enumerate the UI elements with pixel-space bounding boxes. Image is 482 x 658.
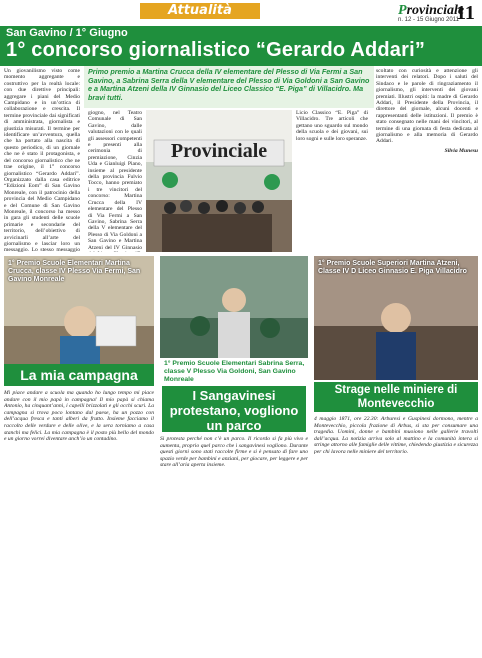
headline-banner: [0, 26, 482, 66]
box1-caption: 1° Premio Scuole Elementari Martina Crucca, classe IV Plesso Via Fermi, San Gavino Monreale: [8, 260, 141, 283]
kicker: San Gavino / 1° Giugno: [6, 27, 128, 39]
subhead: Primo premio a Martina Crucca della IV elementare del Plesso di Via Fermi a San Gavino, a Sabrina Serra della V elementare del Plesso di Via Goldoni a San Gavino e a Martina Atzeni della IV Ginnasio del Liceo Classico “E. Piga” di Villacidro. Ma bravi tutti.: [88, 67, 370, 102]
section-label: Attualità: [140, 3, 260, 19]
box2-text: Si protesta perché non c’è un parco. Il ricordo si fa più vivo e aumenta, proprio quel parco che i sangavinesi vogliono. Durante questi giorni sono stati raccolte firme e si è pensato di fare uno spazio verde per bambini e anziani, per giocare, per leggere e per stare all’aria aperta insieme.: [160, 436, 308, 469]
third-column: [376, 68, 478, 252]
box2-text-column: [160, 436, 308, 654]
second-column-text: giogno, nel Teatro Comunale di San Gavino, dalle valutazioni con le quali gli assessori competenti e presenti alla cerimonia di premiazione, Cinzia Uda e Gianluigi Piano, insieme al presidente della provincia Fulvio Tocco, hanno premiato i tre vincitori del concorso: Martina Crucca della IV elementare del Plesso di Via Fermi a San Gavino, Sabrina Serra della V elementare del Plesso di Via Goldoni a San Gavino e Martina Atzeni del IV Ginnasio: [88, 110, 142, 251]
box1-text: Mi piace andare a scuola ma quando ho lungo tempo mi piace andare con il mio papà in campagna! Il mio papà si chiama Antonio, ha cinquant’anni, i capelli brizzolati e gli occhi scuri. La campagna si trova poco lontano dal paese, ha un pozzo con dell’acqua fresca e tanti alberi da frutto. Insieme facciamo il raccolto delle verdure e delle olive, e la sera torniamo a casa stanchi ma felici. La mia campagna è il posto più bello del mondo e un giorno vorrei diventare anch’io un contadino.: [4, 390, 154, 443]
ceremony-illustration: [146, 110, 292, 252]
box2-illustration: [160, 256, 308, 358]
main-headline: 1° concorso giornalistico “Gerardo Addari”: [6, 39, 426, 61]
box1-text-column: [4, 390, 154, 654]
newspaper-logo: Provinciale: [398, 3, 465, 18]
box3-text: 4 maggio 1871, ore 22.30: Arburesi e Guspinesi dormono, mentre a Montevecchio, piccola frazione di Arbus, si sta per consumare una tragedia. Uomini, donne e bambini muoiono nelle gallerie travolti dall’acqua. La notizia arriva solo al mattino e la comunità intera si stringe attorno alle famiglie delle vittime, chiedendo giustizia e sicurezza per chi lavora nelle miniere del territorio.: [314, 416, 478, 455]
box2-photo: [160, 256, 308, 358]
box2-title: I Sangavinesi protestano, vogliono un parco: [162, 386, 306, 432]
photo-caption-column: [296, 110, 368, 252]
box3-text-column: [314, 416, 478, 654]
photo-caption: Licio Classico “E. Piga” di Villacidro. Tre articoli che gettano uno sguardo sul mondo della scuola e dei giovani, sui loro sogni e sulle loro speranze.: [296, 110, 368, 142]
third-column-text: scoltato con curiosità e attenzione gli interventi dei relatori. Dopo i saluti del Sindaco e le parole di ringraziamento il giornalismo, gli interventi dei giovani premiati. Illustri ospiti: la madre di Gerardo Addari, il Presidente della Provincia, il direttore del giornale, alcuni docenti e rappresentanti delle istituzioni. Il premio è stato consegnato nelle mani dei vincitori, al termine di una giornata di festa dedicata al giornalismo e alla memoria di Gerardo Addari.: [376, 68, 478, 145]
intro-text: Un giovanilismo visto come momento aggregante e costruttivo per la realtà locale: con due direttive principali: aggregare i piani del Medio Campidano e in un’ottica di collaborazione e crescita. Il termine provinciale dai significati di amministrata, giornalista e giustizia misurati. Il termine per identificare un’avventura, quella che ha portato alla nascita di questo periodico, di un giornale che ne è stato il protagonista, e del concorso giornalistico che ne trae origine, il 1° concorso giornalistico “Gerardo Addari”. Organizzato dalla casa editrice “Edizioni Eom” di San Gavino Monreale, con il patrocinio della provincia del Medio Campidano e del Comune di San Gavino Monreale, il concorso ha messo in gara gli studenti delle scuole primarie e secondarie del territorio, dell’obiettivo di avvicinarli all’arte del giornalismo e lasciar loro un messaggio. Lo stesso messaggio: [4, 68, 80, 252]
page-header: [0, 0, 482, 22]
intro-column: [4, 68, 80, 252]
author: Silvia Munesu: [444, 147, 478, 154]
box1-title: La mia campagna: [4, 364, 154, 386]
backdrop-logo: Provinciale: [170, 140, 268, 162]
box3-caption: 1° Premio Scuole Superiori Martina Atzeni, Classe IV D Liceo Ginnasio E. Piga Villacidro: [318, 260, 467, 275]
issue-date: n. 12 - 15 Giugno 2011: [398, 17, 459, 23]
ceremony-photo: [146, 110, 292, 252]
page-number: 11: [456, 2, 475, 24]
second-column: [88, 110, 142, 252]
box2-caption: 1° Premio Scuole Elementari Sabrina Serra, classe V Plesso Via Goldoni, San Gavino Monreale: [164, 360, 305, 383]
box3-title: Strage nelle miniere di Montevecchio: [314, 382, 478, 412]
